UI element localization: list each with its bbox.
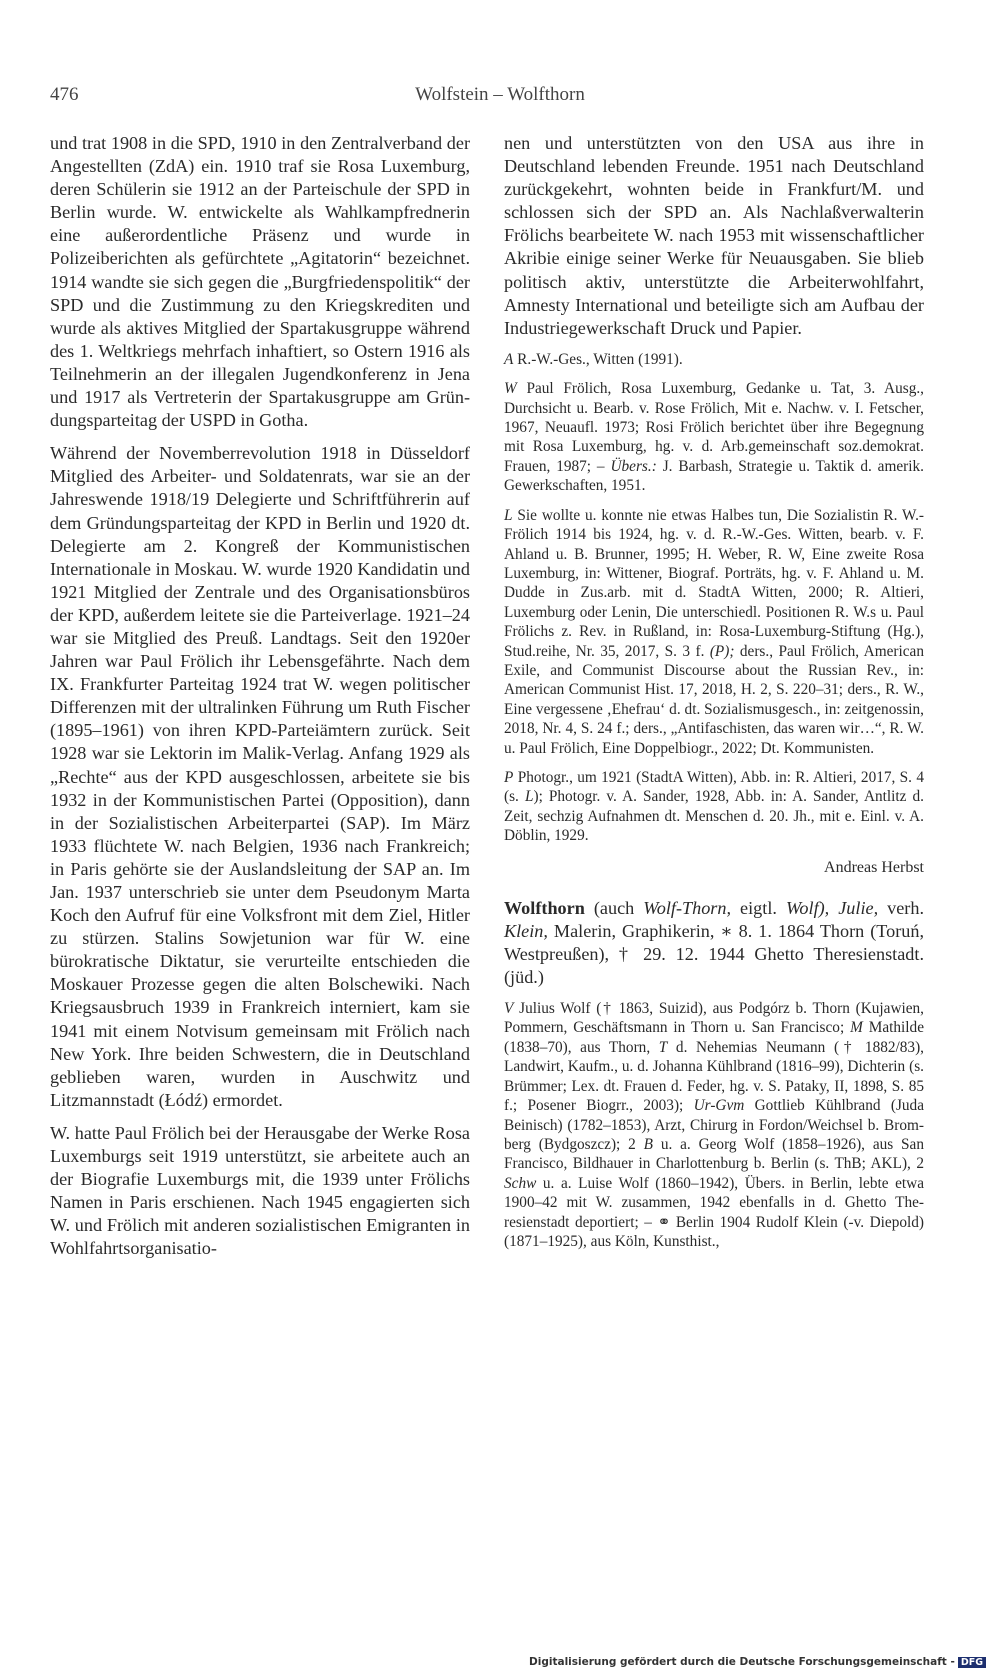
genealogy-text: u. a. Georg Wolf (1858–1926), aus San Francisco, Bildhauer in Charlottenburg b. Berlin (s. ThB; AKL), 2 <box>504 1135 924 1173</box>
archive-text: R.-W.-Ges., Witten (1991). <box>513 350 683 368</box>
genealogy-reference <box>504 999 924 1251</box>
footer-text: Digitalisierung gefördert durch die Deutsche Forschungsgemeinschaft - <box>529 1656 955 1668</box>
digitization-footer <box>529 1656 986 1668</box>
entry-text: (auch <box>584 897 644 918</box>
archive-reference <box>504 350 924 369</box>
entry-text: Wolf-Thorn, <box>643 897 732 918</box>
entry-text: Klein, <box>504 920 548 941</box>
entry-text: eigtl. <box>731 897 786 918</box>
entry-text: verh. <box>878 897 924 918</box>
body-paragraph: W. hatte Paul Frölich bei der Herausgabe der Werke Rosa Luxemburgs seit 1919 unterstützt, sie arbeitete auch an der Biografie Luxemburgs mit, die 1939 unter Frölichs Namen in Paris erschienen. Nach 1945 engagierten sich W. und Frölich mit anderen sozialistischen Emigranten in Wohlfahrtsorganisatio- <box>50 1122 470 1259</box>
section-label: V <box>504 1000 514 1018</box>
section-label: A <box>504 350 514 368</box>
genealogy-text: Gottlieb Kühlbrand (Juda Beinisch) (1782–1853), Arzt, Chirurg in Fordon/Weichsel b. Bromberg (Bydgoszcz); 2 <box>504 1097 924 1153</box>
dfg-logo: DFG <box>958 1657 986 1668</box>
entry-name: Wolfthorn <box>504 897 585 918</box>
section-label: W <box>504 380 517 398</box>
genealogy-label: T <box>658 1038 668 1056</box>
section-label: L <box>504 506 513 524</box>
genealogy-text: d. Nehemias Neumann († 1882/83), Landwirt, Kaufm., u. d. Johanna Kühlbrand (1816–99), Dichterin (s. Brümmer; Lex. dt. Frauen d. Feder, hg. v. S. Pataky, II, 1898, S. 85 f.; Posener Biogrr., 2003); <box>504 1038 924 1115</box>
translations-label: Übers.: <box>610 457 657 475</box>
genealogy-label: Schw <box>504 1174 537 1192</box>
entry-text: Malerin, Graphikerin, ∗ 8. 1. 1864 Thorn (Toruń, Westpreußen), † 29. 12. 1944 Ghetto Theresienstadt. (jüd.) <box>504 920 924 987</box>
entry-heading <box>504 897 924 989</box>
portrait-marker: (P); <box>709 642 735 660</box>
literature-text: ders., Paul Frölich, American Exile, and Communist Discourse about the Russian Rev., in: American Communist Hist. 17, 2018, H. 2, S. 220–31; ders., R. W., Eine vergessene ‚Ehefrau‘ d. dt. Sozialismusgesch., in: zeitgenossin, 2018, Nr. 4, S. 24 f.; ders., „Antifaschisten, das waren wir…“, R. W. u. Paul Frölich, Eine Doppelbiogr., 2022; Dt. Kommunisten. <box>504 642 924 757</box>
cross-reference: L <box>524 788 534 806</box>
body-paragraph: Während der Novemberrevolution 1918 in Düsseldorf Mitglied des Arbeiter- und Soldatenrats, war sie an der Jahreswende 1918/19 Delegierte und Schriftführerin auf dem Gründungsparteitag der KPD in Berlin und 1920 dt. Delegierte am 2. Kongreß der Kommunistischen Internationale in Moskau. W. wurde 1920 Kandidatin und 1921 Mitglied der Zentrale und des Organisationsbüros der KPD, außerdem leitete sie die Parteiverlage. 1921–24 war sie Mitglied des Preuß. Landtags. Seit den 1920er Jahren war Paul Frölich ihr Lebensgefährte. Nach dem IX. Frankfurter Parteitag 1924 trat W. wegen politischer Differenzen mit der ultralinken Führung um Ruth Fischer (1895–1961) von ihren KPD-Parteiämtern zurück. Seit 1928 war sie Lektorin im Malik-Verlag. Anfang 1929 als „Rechte“ aus der KPD ausgeschlossen, arbeitete sie bis 1932 in der Kommunistischen Partei (Opposition), dann in der Sozialistischen Arbeiterpartei (SAP). Im März 1933 flüchtete W. nach Belgien, 1936 nach Frankreich; in Paris gehörte sie der Auslandsleitung der SAP an. Im Jan. 1937 unterschrieb sie unter dem Pseudonym Marta Koch den Aufruf für eine Volksfront mit dem Ziel, Hitler zu stürzen. Stalins Sowjetunion war für W. eine bürokratische Diktatur, sie verurteilte entschieden die Moskauer Prozesse gegen die alten Bolschewiki. Nach Kriegsausbruch 1939 in Frankreich interniert, kam sie 1941 mit einem Notvisum gemeinsam mit Frölich nach New York. Ihre beiden Schwestern, die in Deutschland geblieben waren, wurden in Auschwitz und Litzmannstadt (Łódź) ermordet. <box>50 443 470 1110</box>
genealogy-label: Ur-Gvm <box>693 1097 745 1115</box>
works-reference <box>504 379 924 495</box>
article-author: Andreas Herbst <box>824 858 924 876</box>
page-number: 476 <box>50 84 79 105</box>
body-paragraph: nen und unterstützten von den USA aus ihre in Deutschland lebenden Freunde. 1951 nach Deutschland zurückgekehrt, wohnten beide in Frankfurt/M. und schlossen sich der SPD an. Als Nachlaßverwalterin Frölichs bearbeitete W. nach 1953 mit wissenschaftlicher Akribie einige seiner Werke für Neuausgaben. Sie blieb politisch aktiv, unterstützte die Arbeiterwohlfahrt, Amnesty International und beteiligte sich am Aufbau der Industriegewerkschaft Druck und Papier. <box>504 133 924 338</box>
portraits-reference <box>504 768 924 846</box>
works-text: Paul Frölich, Rosa Luxemburg, Gedanke u. Tat, 3. Ausg., Durchsicht u. Bearb. v. Rose Frölich, Mit e. Nachw. v. I. Fetscher, 1967, Neuaufl. 1973; Rosi Frölich berichtet über ihre Begegnung mit Rosa Luxemburg, hg. v. d. Arb.gemeinschaft soz.demokrat. Frauen, 1987; – <box>504 380 924 475</box>
genealogy-label: M <box>850 1019 863 1037</box>
genealogy-text: u. a. Luise Wolf (1860–1942), Übers. in Berlin, lebte etwa 1900–42 mit W. zusammen, 1942 ebenfalls in d. Ghetto Theresienstadt deportiert; – ⚭ Berlin 1904 Rudolf Klein (-v. Diepold) (1871–1925), aus Köln, Kunsthist., <box>504 1174 924 1250</box>
portraits-text: ); Photogr. v. A. Sander, 1928, Abb. in: A. Sander, Antlitz d. Zeit, sechzig Aufnahmen dt. Menschen d. 20. Jh., mit e. Einl. v. A. Döblin, 1929. <box>504 788 924 845</box>
literature-text: Sie wollte u. konnte nie etwas Halbes tun, Die Sozialistin R. W.-Frölich 1914 bis 1924, hg. v. d. R.-W.-Ges. Witten, bearb. v. F. Ahland u. B. Brunner, 1995; H. Weber, R. W, Eine zweite Rosa Luxemburg, in: Wittener, Biograf. Porträts, hg. v. F. Ahland u. M. Dudde in Zus.arb. mit d. StadtA Witten, 2000; R. Altieri, Luxemburg oder Lenin, Die unterschiedl. Positionen R. W.s u. Paul Frölichs z. Rev. in Rußland, in: Rosa-Luxemburg-Stiftung (Hg.), Stud.reihe, Nr. 35, 2017, S. 3 f. <box>504 506 924 660</box>
running-head: Wolfstein – Wolfthorn <box>415 84 585 105</box>
genealogy-text: Julius Wolf († 1863, Suizid), aus Podgórz b. Thorn (Kujawien, Pommern, Geschäftsmann in Thorn u. San Francisco; <box>504 1000 924 1037</box>
literature-reference <box>504 506 924 758</box>
works-text: J. Barbash, Strategie u. Taktik d. amerik. Gewerkschaften, 1951. <box>504 457 924 495</box>
left-column <box>50 132 470 1271</box>
entry-text: Wolf), Julie, <box>785 897 879 918</box>
right-column <box>504 132 924 1261</box>
section-label: P <box>504 768 514 786</box>
body-paragraph: und trat 1908 in die SPD, 1910 in den Zentralverband der Angestellten (ZdA) ein. 1910 traf sie Rosa Luxemburg, deren Schülerin sie 1912 an der Parteischule der SPD in Berlin wurde. W. entwickelte als Wahlkampfrednerin eine außerordentliche Präsenz und wurde in Polizeiberichten als gefürchtete „Agitatorin“ bezeichnet. 1914 wandte sie sich gegen die „Burgfriedenspolitik“ der SPD und die Zustimmung zu den Kriegskrediten und wurde als aktives Mitglied der Spartakusgruppe während des 1. Weltkriegs mehrfach inhaftiert, so Ostern 1916 als Teilnehmerin an der illegalen Jugendkonferenz in Jena und 1917 als Vertreterin der Spartakusgruppe am Gründungsparteitag der USPD in Gotha. <box>50 133 470 431</box>
genealogy-text: Mathilde (1838–70), aus Thorn, <box>504 1019 924 1056</box>
portraits-text: Photogr., um 1921 (StadtA Witten), Abb. in: R. Altieri, 2017, S. 4 (s. <box>504 768 924 806</box>
genealogy-label: B <box>643 1135 653 1153</box>
